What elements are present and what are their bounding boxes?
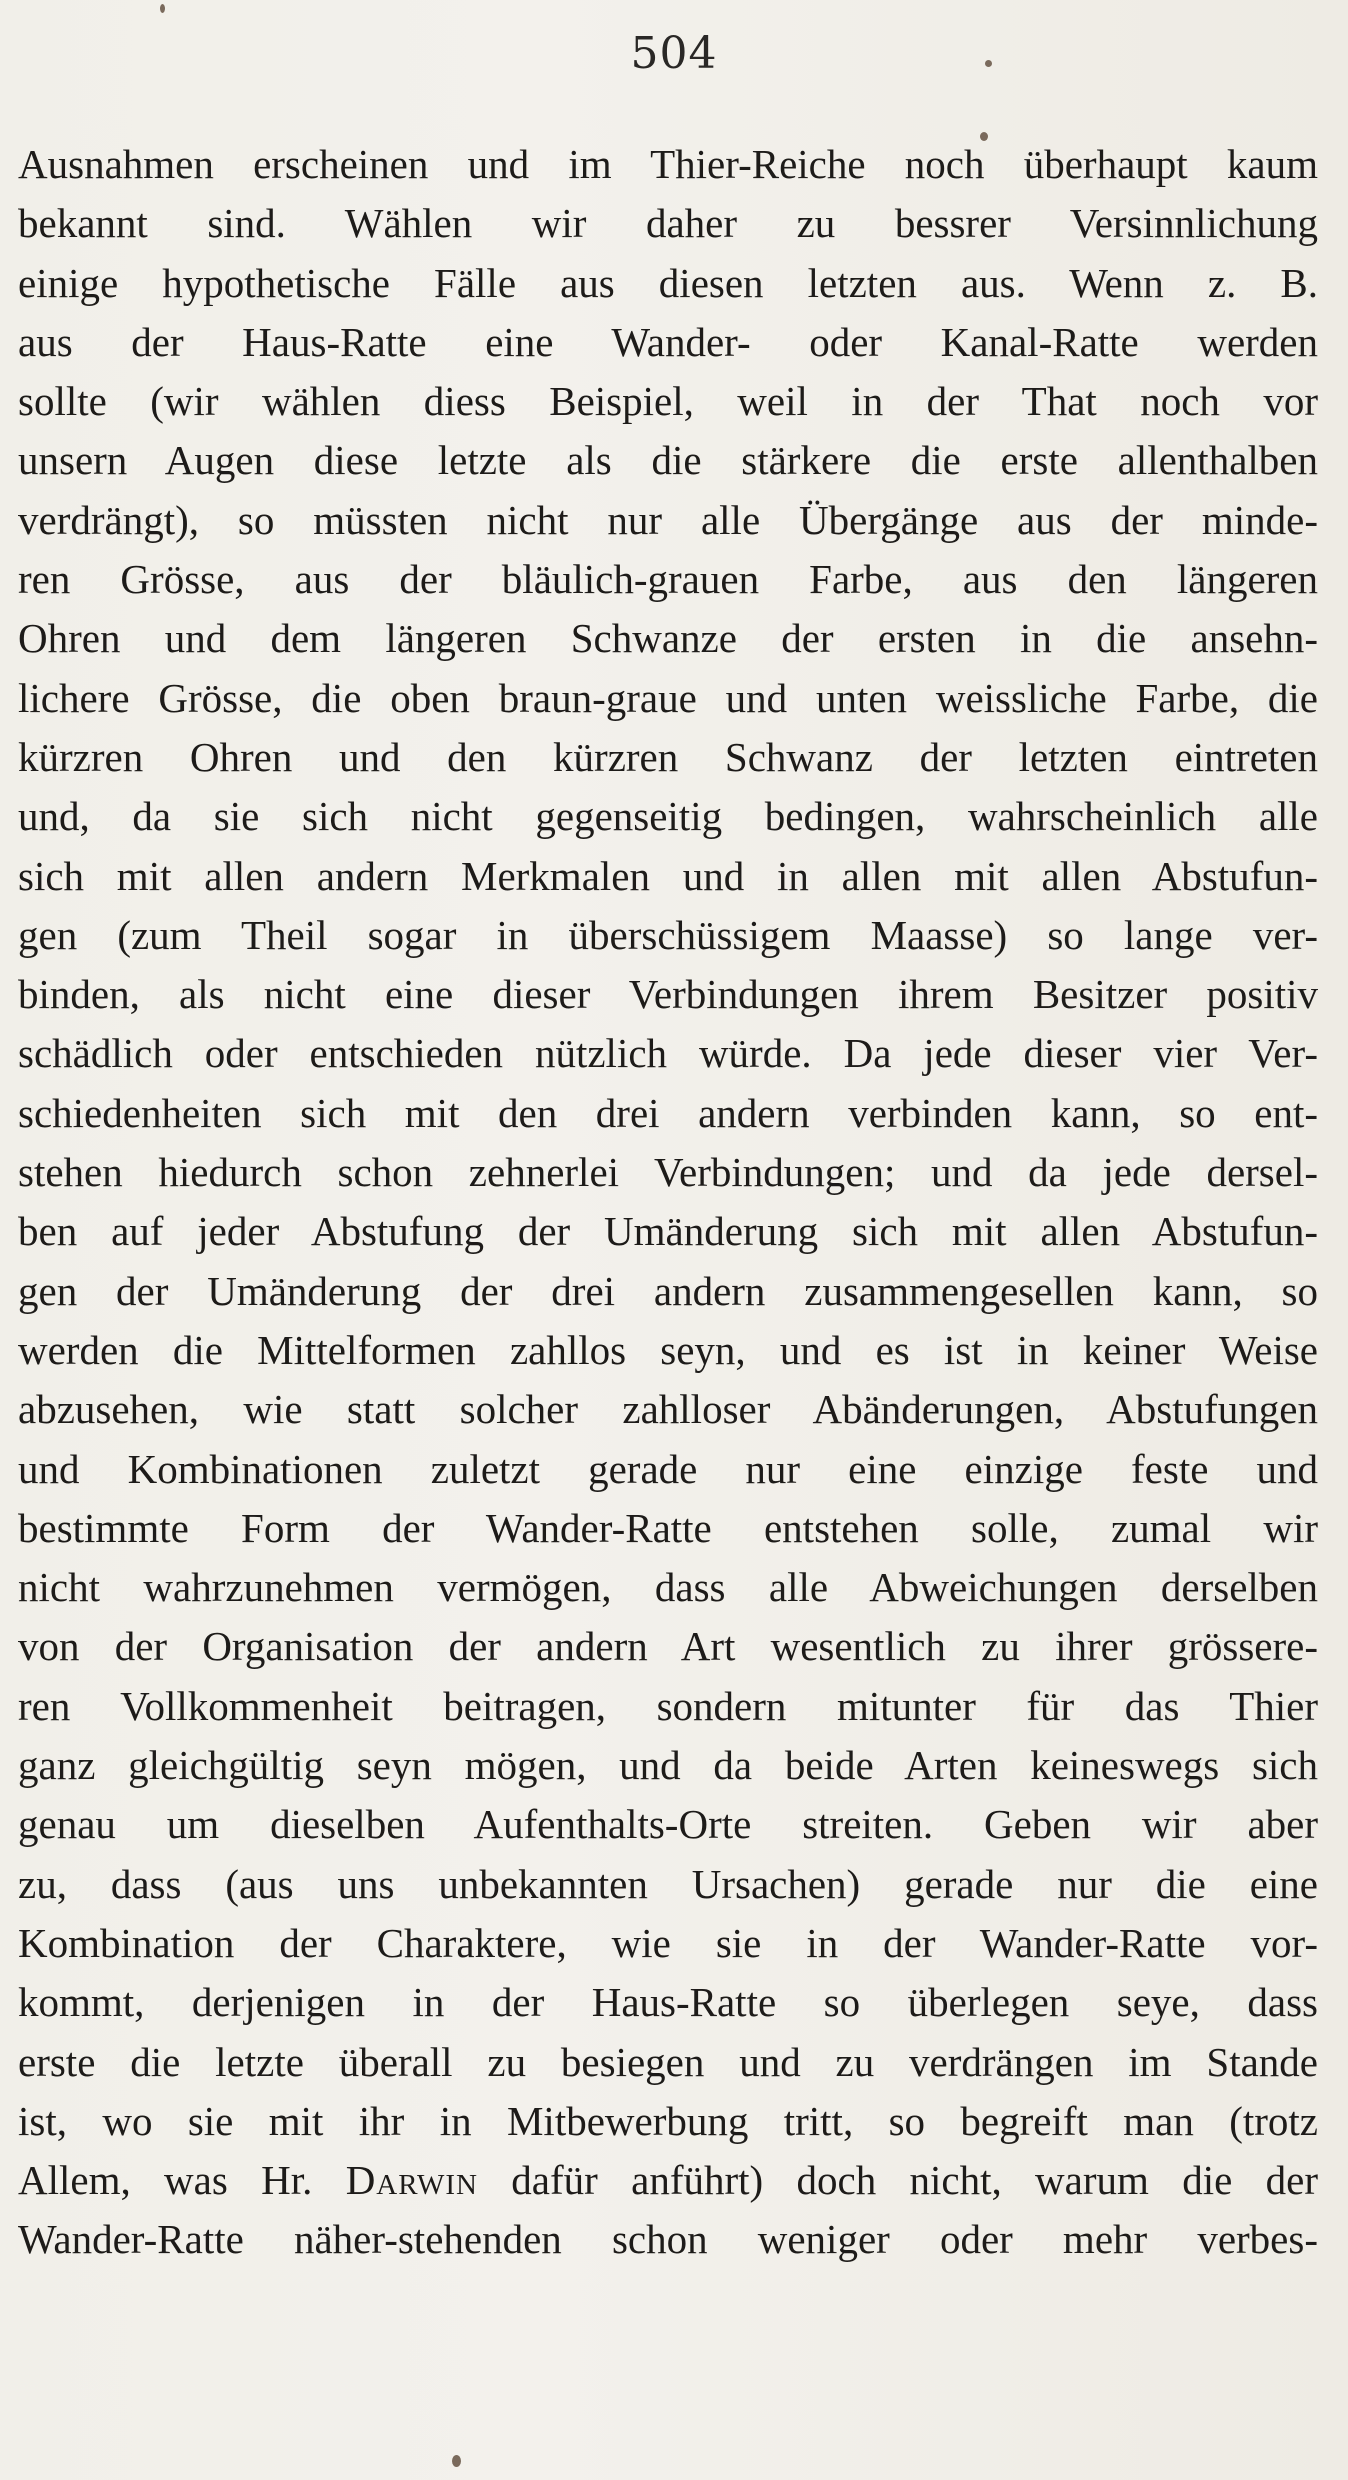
text-line: werden die Mittelformen zahllos seyn, und es ist in keiner Weise [18, 1326, 1318, 1373]
text-line: erste die letzte überall zu besiegen und zu verdrängen im Stande [18, 2038, 1318, 2085]
text-line: genau um dieselben Aufenthalts-Orte streiten. Geben wir aber [18, 1801, 1318, 1848]
text-line: von der Organisation der andern Art wesentlich zu ihrer grössere- [18, 1623, 1318, 1670]
ink-speck [985, 60, 992, 67]
text-line-with-author [18, 2151, 1318, 2210]
text-line: aus der Haus-Ratte eine Wander- oder Kanal-Ratte werden [18, 318, 1318, 365]
text-line: gen der Umänderung der drei andern zusammengesellen kann, so [18, 1267, 1318, 1314]
text-line: nicht wahrzunehmen vermögen, dass alle Abweichungen derselben [18, 1564, 1318, 1611]
text-line: Ausnahmen erscheinen und im Thier-Reiche noch überhaupt kaum [18, 141, 1318, 187]
text-line: ganz gleichgültig seyn mögen, und da beide Arten keineswegs sich [18, 1742, 1318, 1789]
body-text [18, 135, 1318, 2270]
text-line: bestimmte Form der Wander-Ratte entstehen solle, zumal wir [18, 1504, 1318, 1551]
text-line: ist, wo sie mit ihr in Mitbewerbung tritt, so begreift man (trotz [18, 2097, 1318, 2144]
text-fragment: dafür anführt) doch nicht, warum die der [477, 2157, 1318, 2204]
text-line: bekannt sind. Wählen wir daher zu bessrer Versinnlichung [18, 200, 1318, 247]
text-line: kommt, derjenigen in der Haus-Ratte so überlegen seye, dass [18, 1979, 1318, 2026]
text-line: stehen hiedurch schon zehnerlei Verbindungen; und da jede dersel- [18, 1149, 1318, 1196]
text-line: schädlich oder entschieden nützlich würde. Da jede dieser vier Ver- [18, 1030, 1318, 1077]
text-line: gen (zum Theil sogar in überschüssigem Maasse) so lange ver- [18, 911, 1318, 958]
text-line: unsern Augen diese letzte als die stärkere die erste allenthalben [18, 437, 1318, 484]
text-line: Wander-Ratte näher-stehenden schon weniger oder mehr verbes- [18, 2216, 1318, 2263]
ink-speck [160, 4, 165, 13]
text-line: kürzren Ohren und den kürzren Schwanz der letzten eintreten [18, 733, 1318, 780]
text-line: und Kombinationen zuletzt gerade nur eine einzige feste und [18, 1445, 1318, 1492]
ink-speck [452, 2455, 461, 2467]
text-line: ren Vollkommenheit beitragen, sondern mitunter für das Thier [18, 1682, 1318, 1729]
text-line: ben auf jeder Abstufung der Umänderung sich mit allen Abstufun- [18, 1208, 1318, 1255]
author-name: Darwin [345, 2157, 478, 2204]
text-line: Kombination der Charaktere, wie sie in der Wander-Ratte vor- [18, 1919, 1318, 1966]
ink-speck [980, 132, 988, 141]
text-line: lichere Grösse, die oben braun-graue und unten weissliche Farbe, die [18, 674, 1318, 721]
text-fragment: Allem, was Hr. [18, 2157, 346, 2204]
text-line: verdrängt), so müssten nicht nur alle Übergänge aus der minde- [18, 496, 1318, 543]
text-line: ren Grösse, aus der bläulich-grauen Farbe, aus den längeren [18, 556, 1318, 603]
text-line: binden, als nicht eine dieser Verbindungen ihrem Besitzer positiv [18, 971, 1318, 1018]
text-line: Ohren und dem längeren Schwanze der ersten in die ansehn- [18, 615, 1318, 662]
text-line: zu, dass (aus uns unbekannten Ursachen) gerade nur die eine [18, 1860, 1318, 1907]
text-line: einige hypothetische Fälle aus diesen letzten aus. Wenn z. B. [18, 259, 1318, 306]
text-line: schiedenheiten sich mit den drei andern verbinden kann, so ent- [18, 1089, 1318, 1136]
text-line: und, da sie sich nicht gegenseitig bedingen, wahrscheinlich alle [18, 793, 1318, 840]
text-line: sich mit allen andern Merkmalen und in allen mit allen Abstufun- [18, 852, 1318, 899]
page-number: 504 [630, 28, 718, 79]
text-line: sollte (wir wählen diess Beispiel, weil in der That noch vor [18, 378, 1318, 425]
text-line: abzusehen, wie statt solcher zahlloser Abänderungen, Abstufungen [18, 1386, 1318, 1433]
